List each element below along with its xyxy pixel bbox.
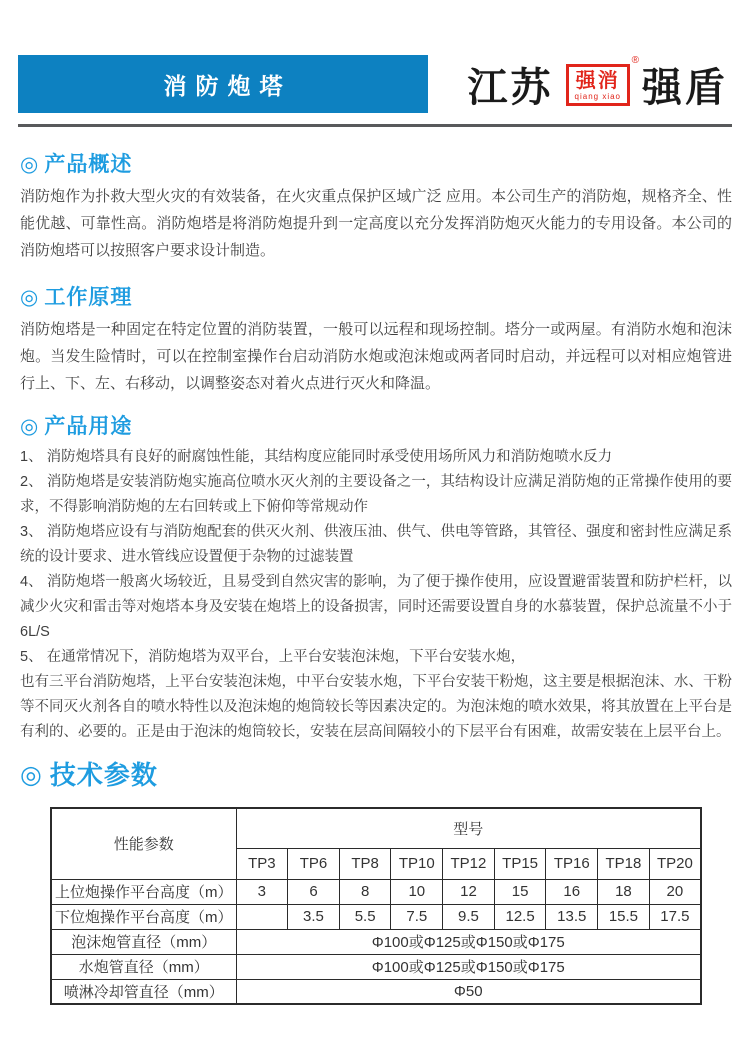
section-bullet-icon: ◎ <box>20 415 40 438</box>
section-bullet-icon: ◎ <box>20 761 43 789</box>
model-header: TP18 <box>598 848 650 879</box>
model-header: TP12 <box>443 848 495 879</box>
table-cell: 17.5 <box>649 904 701 929</box>
table-cell: 12 <box>443 879 495 904</box>
table-cell: 6 <box>288 879 340 904</box>
model-header: TP15 <box>494 848 546 879</box>
table-cell: 13.5 <box>546 904 598 929</box>
section-heading-principle <box>20 284 732 312</box>
table-cell: 12.5 <box>494 904 546 929</box>
section-title: 产品概述 <box>44 153 133 176</box>
table-cell: 18 <box>598 879 650 904</box>
table-cell: 10 <box>391 879 443 904</box>
model-header: TP6 <box>288 848 340 879</box>
section-bullet-icon: ◎ <box>20 286 40 309</box>
table-span-cell: Φ100或Φ125或Φ150或Φ175 <box>236 929 701 954</box>
usage-item: 也有三平台消防炮塔，上平台安装泡沫炮，中平台安装水炮，下平台安装干粉炮，这主要是根据泡沫、水、干粉等不同灭火剂各自的喷水特性以及泡沫炮的炮筒较长等因素决定的。为泡沫炮的喷水效果，将其放置在上平台是有利的、必要的。正是由于泡沫的炮筒较长，安装在层高间隔较小的下层平台有困难，故需安装在上层平台上。 <box>20 674 732 740</box>
table-corner-header: 性能参数 <box>51 808 236 879</box>
registered-trademark-icon: ® <box>631 54 639 66</box>
table-cell: 20 <box>649 879 701 904</box>
model-header: TP3 <box>236 848 288 879</box>
table-row-label: 泡沫炮管直径（mm） <box>51 929 236 954</box>
brand-region-text: 江苏 <box>467 65 554 110</box>
brand-logo <box>468 56 732 113</box>
table-row-label: 水炮管直径（mm） <box>51 954 236 979</box>
usage-item: 5、 在通常情况下，消防炮塔为双平台，上平台安装泡沫炮，下平台安装水炮， <box>20 649 526 665</box>
overview-paragraph: 消防炮作为扑救大型火灾的有效装备，在火灾重点保护区域广泛 应用。本公司生产的消防炮，规格齐全、性能优越、可靠性高。消防炮塔是将消防炮提升到一定高度以充分发挥消防炮灭火能力的专用设备。本公司的消防炮塔可以按照客户要求设计制造。 <box>20 188 732 259</box>
model-header: TP10 <box>391 848 443 879</box>
section-title: 技术参数 <box>49 760 158 790</box>
section-bullet-icon: ◎ <box>20 153 40 176</box>
page-title: 消防炮塔 <box>18 55 428 113</box>
principle-paragraph: 消防炮塔是一种固定在特定位置的消防装置，一般可以远程和现场控制。塔分一或两屋。有消防水炮和泡沫炮。当发生险情时，可以在控制室操作台启动消防水炮或泡沫炮或两者同时启动，并远程可以对相应炮管进行上、下、左、右移动，以调整姿态对着火点进行灭火和降温。 <box>20 321 732 392</box>
usage-item: 4、 消防炮塔一般离火场较近，且易受到自然灾害的影响，为了便于操作使用，应设置避雷装置和防护栏杆，以减少火灾和雷击等对炮塔本身及安装在炮塔上的设备损害，同时还需要设置自身的水慕装置，保护总流量不小于6L/S <box>20 574 732 640</box>
table-cell: 3 <box>236 879 288 904</box>
table-cell: 8 <box>339 879 391 904</box>
table-cell: 16 <box>546 879 598 904</box>
brand-logo-seal <box>566 54 639 107</box>
model-header: TP16 <box>546 848 598 879</box>
section-heading-tech <box>20 759 732 791</box>
brand-seal-pinyin: qiang xiao <box>574 91 621 101</box>
table-cell: 15.5 <box>598 904 650 929</box>
section-heading-overview <box>20 151 732 179</box>
usage-item: 1、 消防炮塔具有良好的耐腐蚀性能，其结构度应能同时承受使用场所风力和消防炮喷水反力 <box>20 449 613 465</box>
header-divider <box>18 124 732 127</box>
table-cell: 9.5 <box>443 904 495 929</box>
model-header: TP8 <box>339 848 391 879</box>
table-span-cell: Φ50 <box>236 979 701 1004</box>
section-title: 产品用途 <box>44 415 133 438</box>
brand-seal-text: 强消 <box>575 69 620 92</box>
usage-item: 3、 消防炮塔应设有与消防炮配套的供灭火剂、供液压油、供气、供电等管路，其管径、强度和密封性应满足系统的设计要求、进水管线应设置便于杂物的过滤装置 <box>20 524 732 565</box>
brand-seal-icon <box>566 64 630 107</box>
section-title: 工作原理 <box>44 286 133 309</box>
table-group-header: 型号 <box>236 808 701 848</box>
table-row-label: 下位炮操作平台高度（m） <box>51 904 236 929</box>
table-cell <box>236 904 288 929</box>
table-cell: 15 <box>494 879 546 904</box>
brand-name-text: 强盾 <box>642 65 728 110</box>
usage-item: 2、 消防炮塔是安装消防炮实施高位喷水灭火剂的主要设备之一，其结构设计应满足消防炮的正常操作使用的要求，不得影响消防炮的左右回转或上下俯仰等常规动作 <box>20 474 732 515</box>
usage-list <box>20 445 732 745</box>
spec-table-container <box>50 807 732 1005</box>
table-cell: 7.5 <box>391 904 443 929</box>
section-heading-usage <box>20 413 732 441</box>
table-cell: 5.5 <box>339 904 391 929</box>
table-span-cell: Φ100或Φ125或Φ150或Φ175 <box>236 954 701 979</box>
table-row-label: 上位炮操作平台高度（m） <box>51 879 236 904</box>
table-row-label: 喷淋冷却管直径（mm） <box>51 979 236 1004</box>
spec-table <box>50 807 702 1005</box>
table-cell: 3.5 <box>288 904 340 929</box>
model-header: TP20 <box>649 848 701 879</box>
page-header <box>18 55 732 113</box>
